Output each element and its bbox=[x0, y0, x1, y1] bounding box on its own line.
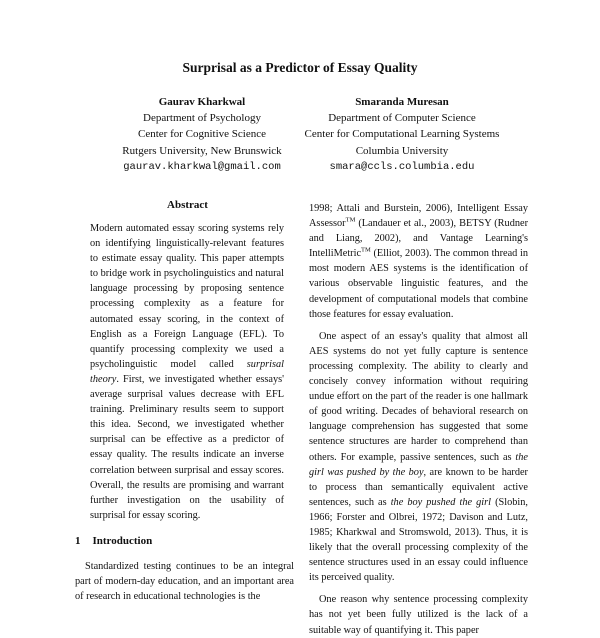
author-university: Rutgers University, New Brunswick bbox=[122, 144, 282, 157]
abstract-body: Modern automated essay scoring systems rely on identifying linguistically-relevant features to estimate essay quality. This paper attempts to bridge work in psycholinguistics and natural language processing by proposing sentence processing complexity as a feature for automated essay scoring, in the context of English as a Foreign Language (EFL). To quantify processing complexity we used a psycholinguistic model called surprisal theory. First, we investigated whether essays' average surprisal values decrease with EFL training. Preliminary results seem to support this idea. Second, we investigated whether surprisal can be effective as a predictor of essay quality. The results indicate an inverse correlation between surprisal and essay scores. Overall, the results are promising and warrant further investigation on the usability of surprisal for essay scoring. bbox=[90, 223, 284, 521]
author-center: Center for Computational Learning Systems bbox=[304, 128, 500, 141]
author-block-2 bbox=[286, 94, 518, 175]
author-block-1 bbox=[92, 94, 312, 175]
introduction-text: Standardized testing continues to be an integral part of modern-day education, and an important area of research in educational technologies is the bbox=[75, 561, 294, 603]
paragraph: One reason why sentence processing complexity has not yet been fully utilized is the lack of a suitable way of quantifying it. This paper bbox=[309, 594, 528, 636]
author-university: Columbia University bbox=[355, 144, 449, 157]
author-department: Department of Psychology bbox=[143, 112, 261, 125]
section-heading-introduction: 1 Introduction bbox=[75, 535, 153, 547]
author-name: Gaurav Kharkwal bbox=[158, 96, 246, 108]
paper-title: Surprisal as a Predictor of Essay Quality bbox=[182, 60, 418, 75]
author-department: Department of Computer Science bbox=[328, 112, 476, 125]
abstract-heading: Abstract bbox=[167, 199, 208, 211]
author-email: smara@ccls.columbia.edu bbox=[329, 160, 475, 173]
right-column bbox=[309, 201, 528, 638]
paragraph: One aspect of an essay's quality that almost all AES systems do not yet fully capture is sentence processing complexity. The ability to clearly and concisely convey information without requiring undue effort on the part of the reader is one hallmark of good writing. Decades of behavioral research on language comprehension has suggested that some sentence structures are harder to comprehend than others. For example, passive sentences, such as the girl was pushed by the boy, are known to be harder to process than semantically equivalent active sentences, such as the boy pushed the girl (Slobin, 1966; Forster and Olbrei, 1972; Davison and Lutz, 1985; Kharkwal and Stromswold, 2013). Thus, it is likely that the overall processing complexity of the sentence structures used in an essay could influence its perceived quality. bbox=[309, 330, 528, 584]
author-email: gaurav.kharkwal@gmail.com bbox=[123, 160, 281, 173]
author-center: Center for Cognitive Science bbox=[138, 128, 266, 141]
paragraph: 1998; Attali and Burstein, 2006), Intelligent Essay Assessor™ (Landauer et al., 2003), BETSY (Rudner and Liang, 2002), and Vantage Learning's IntelliMetric™ (Elliot, 2003). The common thread in most modern AES systems is the identification of various observable linguistic features, and the development of computational models that combine those features for essay evaluation. bbox=[309, 203, 528, 320]
author-name: Smaranda Muresan bbox=[355, 96, 449, 108]
